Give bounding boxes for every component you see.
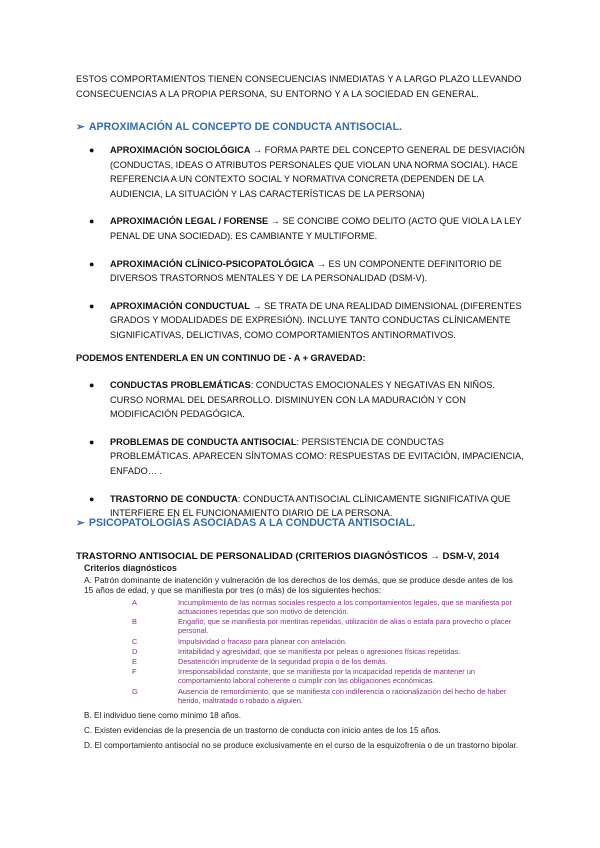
item-text: : CONDUCTA ANTISOCIAL CLÍNICAMENTE SIGNIFICATIVA QUE INTERFIERE EN EL FUNCIONAMIENTO DIARIO DE LA PERSONA. xyxy=(110,493,511,519)
sub-criterion xyxy=(84,657,524,666)
bullet-icon: ● xyxy=(89,380,95,390)
sub-text: Impulsividad o fracaso para planear con antelación. xyxy=(178,636,347,646)
list-item xyxy=(86,214,526,243)
sub-text: Incumplimiento de las normas sociales respecto a los comportamientos legales, que se manifiesta por actuaciones repetidas que son motivo de detención. xyxy=(178,597,512,616)
bullet-icon: ● xyxy=(89,300,95,311)
sub-letter: C xyxy=(132,636,138,646)
arrow-bullet-icon: ➢ xyxy=(76,121,85,133)
bullet-icon: ● xyxy=(89,216,95,227)
sub-letter: B xyxy=(132,617,137,627)
item-term: TRASTORNO DE CONDUCTA xyxy=(110,493,238,504)
criterion-b: B. El individuo tiene como mínimo 18 años. xyxy=(84,711,242,721)
item-text: → FORMA PARTE DEL CONCEPTO GENERAL DE DESVIACIÓN (CONDUCTAS, IDEAS O ATRIBUTOS PERSONALES QUE VIOLAN UNA NORMA SOCIAL). HACE REFERENCIA A UN CONTEXTO SOCIAL Y NORMATIVA CONCRETA (DEPENDEN DE LA AUDIENCIA, LA SITUACIÓN Y LAS CARACTERÍSTICAS DE LA PERSONA) xyxy=(110,145,525,199)
section-title: APROXIMACIÓN AL CONCEPTO DE CONDUCTA ANTISOCIAL. xyxy=(88,121,402,133)
sub-criterion xyxy=(84,637,524,646)
item-text: : PERSISTENCIA DE CONDUCTAS PROBLEMÁTICAS. APARECEN SÍNTOMAS COMO: RESPUESTAS DE EVITACIÓN, IMPACIENCIA, ENFADO… . xyxy=(110,436,524,476)
item-term: APROXIMACIÓN CLÍNICO-PSICOPATOLÓGICA xyxy=(110,258,315,269)
item-term: CONDUCTAS PROBLEMÁTICAS xyxy=(110,380,251,390)
bullet-icon: ● xyxy=(89,258,95,269)
sub-criterion xyxy=(84,598,524,616)
sub-text: Irritabilidad y agresividad, que se manifiesta por peleas o agresiones físicas repetidas. xyxy=(178,646,461,656)
arrow-bullet-icon: ➢ xyxy=(76,517,85,529)
criterion-d: D. El comportamiento antisocial no se produce exclusivamente en el curso de la esquizofrenia o de un trastorno bipolar. xyxy=(84,741,519,751)
sub-criterion xyxy=(84,667,524,685)
sub-letter: F xyxy=(132,667,137,677)
bullet-icon: ● xyxy=(89,145,95,155)
list-item xyxy=(86,257,526,286)
list-item xyxy=(86,299,526,343)
sub-text: Ausencia de remordimiento, que se manifiesta con indiferencia o racionalización del hecho de haber herido, maltratado o robado a alguien. xyxy=(178,686,507,705)
sub-text: Desatención imprudente de la seguridad propia o de los demás. xyxy=(178,657,388,666)
item-term: PROBLEMAS DE CONDUCTA ANTISOCIAL xyxy=(110,436,297,447)
criterion-a: A. Patrón dominante de inatención y vulneración de los derechos de los demás, que se produce desde antes de los 15 años de edad, y que se manifiesta por tres (o más) de los siguientes hechos: xyxy=(84,574,513,596)
criteria-block xyxy=(84,563,524,752)
disorder-heading: TRASTORNO ANTISOCIAL DE PERSONALIDAD (CRITERIOS DIAGNÓSTICOS → DSM-V, 2014 xyxy=(76,551,500,562)
section-heading-aproximacion xyxy=(76,121,402,133)
list-item xyxy=(86,435,526,479)
continuum-list xyxy=(86,378,526,534)
criteria-sublist xyxy=(84,598,524,705)
item-term: APROXIMACIÓN CONDUCTUAL xyxy=(110,300,250,311)
sub-criterion xyxy=(84,617,524,635)
sub-letter: E xyxy=(132,657,137,666)
item-text: : CONDUCTAS EMOCIONALES Y NEGATIVAS EN NIÑOS. CURSO NORMAL DEL DESARROLLO. DISMINUYEN CON LA MADURACIÓN Y CON MODIFICACIÓN PEDAGÓGICA. xyxy=(110,380,495,420)
bullet-icon: ● xyxy=(89,493,95,504)
item-text: → SE TRATA DE UNA REALIDAD DIMENSIONAL (DIFERENTES GRADOS Y MODALIDADES DE EXPRESIÓN). INCLUYE TANTO CONDUCTAS CLÍNICAMENTE SIGNIFICATIVAS, DELICTIVAS, COMO COMPORTAMIENTOS ANTINORMATIVOS. xyxy=(110,300,522,340)
continuum-heading: PODEMOS ENTENDERLA EN UN CONTINUO DE - A + GRAVEDAD: xyxy=(76,353,366,363)
criterion-c: C. Existen evidencias de la presencia de un trastorno de conducta con inicio antes de los 15 años. xyxy=(84,726,441,736)
bullet-icon: ● xyxy=(89,436,95,447)
section-title: PSICOPATOLOGÍAS ASOCIADAS A LA CONDUCTA ANTISOCIAL. xyxy=(88,517,416,529)
item-term: APROXIMACIÓN LEGAL / FORENSE xyxy=(110,216,269,227)
list-item xyxy=(86,143,526,201)
approach-list xyxy=(86,143,526,356)
sub-letter: A xyxy=(132,597,137,607)
sub-text: Irresponsabilidad constante, que se manifiesta por la incapacidad repetida de mantener un comportamiento laboral coherente o cumplir con las obligaciones económicas. xyxy=(178,667,476,686)
sub-letter: D xyxy=(132,646,138,656)
sub-text: Engaño, que se manifiesta por mentiras repetidas, utilización de alias o estafa para provecho o placer personal. xyxy=(178,617,512,636)
list-item xyxy=(86,378,526,422)
item-term: APROXIMACIÓN SOCIOLÓGICA xyxy=(110,145,251,155)
item-text: → SE CONCIBE COMO DELITO (ACTO QUE VIOLA LA LEY PENAL DE UNA SOCIEDAD). ES CAMBIANTE Y MULTIFORME. xyxy=(110,216,522,241)
item-text: → ES UN COMPONENTE DEFINITORIO DE DIVERSOS TRASTORNOS MENTALES Y DE LA PERSONALIDAD (DSM-V). xyxy=(110,258,502,284)
sub-criterion xyxy=(84,687,524,705)
section-heading-psicopatologias xyxy=(76,517,415,529)
criteria-title: Criterios diagnósticos xyxy=(84,563,177,573)
intro-paragraph: ESTOS COMPORTAMIENTOS TIENEN CONSECUENCIAS INMEDIATAS Y A LARGO PLAZO LLEVANDO CONSECUENCIAS A LA PROPIA PERSONA, SU ENTORNO Y A LA SOCIEDAD EN GENERAL. xyxy=(76,74,522,99)
sub-criterion xyxy=(84,647,524,656)
sub-letter: G xyxy=(132,686,138,696)
